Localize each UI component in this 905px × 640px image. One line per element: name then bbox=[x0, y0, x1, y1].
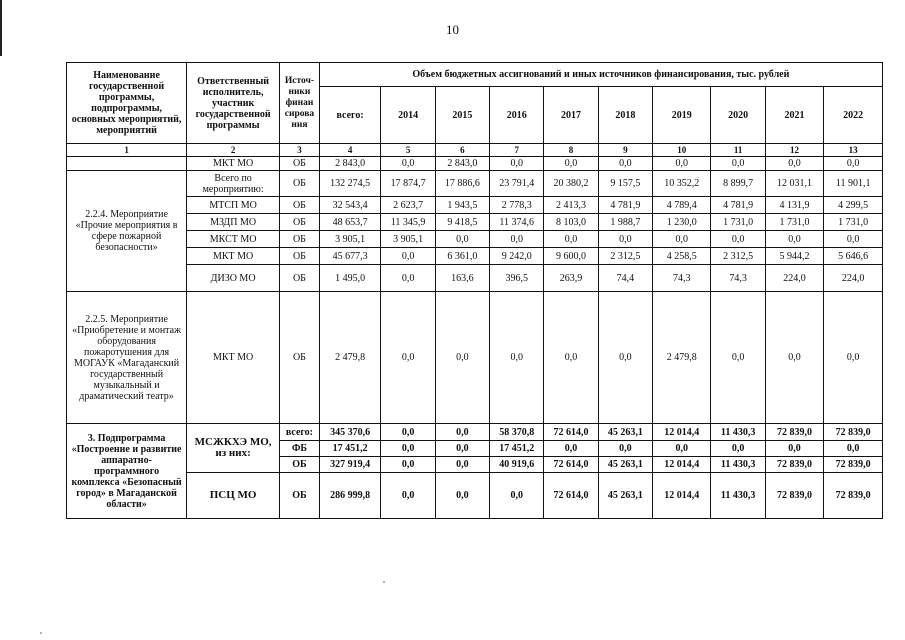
value-cell: 2 843,0 bbox=[435, 157, 489, 171]
value-cell: 4 131,9 bbox=[765, 197, 824, 214]
source-cell: ОБ bbox=[280, 231, 320, 248]
value-cell: 4 781,9 bbox=[598, 197, 652, 214]
value-cell: 0,0 bbox=[765, 231, 824, 248]
value-cell: 2 623,7 bbox=[381, 197, 435, 214]
table-row bbox=[67, 214, 883, 231]
value-cell: 132 274,5 bbox=[319, 171, 381, 197]
value-cell: 0,0 bbox=[435, 457, 489, 473]
header-source-col: Источ-ники финан сирова ния bbox=[280, 63, 320, 144]
measure-name-225: 2.2.5. Мероприятие «Приобретение и монтаж оборудования пожаротушения для МОГАУК «Магаданский государственный музыкальный и драматический театр» bbox=[67, 292, 187, 424]
value-cell: 0,0 bbox=[544, 292, 598, 424]
measure-name-224: 2.2.4. Мероприятие «Прочие мероприятия в сфере пожарной безопасности» bbox=[67, 171, 187, 292]
value-cell: 4 299,5 bbox=[824, 197, 883, 214]
header-year: 2015 bbox=[435, 87, 489, 144]
value-cell: 8 899,7 bbox=[711, 171, 765, 197]
value-cell: 17 451,2 bbox=[319, 441, 381, 457]
value-cell: 0,0 bbox=[598, 157, 652, 171]
executor-cell: МТСП МО bbox=[187, 197, 280, 214]
value-cell: 58 370,8 bbox=[490, 424, 544, 441]
value-cell: 32 543,4 bbox=[319, 197, 381, 214]
value-cell: 0,0 bbox=[544, 441, 598, 457]
value-cell: 327 919,4 bbox=[319, 457, 381, 473]
column-number: 7 bbox=[490, 144, 544, 157]
value-cell: 11 430,3 bbox=[711, 473, 765, 519]
value-cell: 0,0 bbox=[652, 231, 711, 248]
value-cell: 224,0 bbox=[824, 265, 883, 292]
value-cell: 1 230,0 bbox=[652, 214, 711, 231]
header-name-col: Наименование государственной программы, подпрограммы, основных мероприятий, мероприятий bbox=[67, 63, 187, 144]
table-row bbox=[67, 157, 883, 171]
header-volume-title: Объем бюджетных ассигнований и иных источников финансирования, тыс. рублей bbox=[319, 63, 882, 87]
column-number: 10 bbox=[652, 144, 711, 157]
value-cell: 2 778,3 bbox=[490, 197, 544, 214]
executor-cell: МКТ МО bbox=[187, 157, 280, 171]
value-cell: 0,0 bbox=[765, 292, 824, 424]
value-cell: 12 014,4 bbox=[652, 424, 711, 441]
column-number: 2 bbox=[187, 144, 280, 157]
value-cell: 17 451,2 bbox=[490, 441, 544, 457]
value-cell: 0,0 bbox=[435, 473, 489, 519]
header-year: 2018 bbox=[598, 87, 652, 144]
value-cell: 396,5 bbox=[490, 265, 544, 292]
source-cell: ОБ bbox=[280, 214, 320, 231]
value-cell: 2 479,8 bbox=[652, 292, 711, 424]
table-row bbox=[67, 265, 883, 292]
source-cell: ОБ bbox=[280, 171, 320, 197]
executor-cell: ПСЦ МО bbox=[187, 473, 280, 519]
value-cell: 286 999,8 bbox=[319, 473, 381, 519]
source-cell: ОБ bbox=[280, 265, 320, 292]
table-row bbox=[67, 171, 883, 197]
header-year: 2016 bbox=[490, 87, 544, 144]
table-row bbox=[67, 424, 883, 441]
source-cell: ОБ bbox=[280, 248, 320, 265]
value-cell: 0,0 bbox=[490, 473, 544, 519]
value-cell: 72 614,0 bbox=[544, 457, 598, 473]
value-cell: 2 479,8 bbox=[319, 292, 381, 424]
value-cell: 72 614,0 bbox=[544, 473, 598, 519]
value-cell: 3 905,1 bbox=[319, 231, 381, 248]
source-cell: всего: bbox=[280, 424, 320, 441]
value-cell: 0,0 bbox=[490, 231, 544, 248]
value-cell: 0,0 bbox=[435, 441, 489, 457]
value-cell: 0,0 bbox=[435, 424, 489, 441]
column-number: 5 bbox=[381, 144, 435, 157]
value-cell: 0,0 bbox=[381, 457, 435, 473]
value-cell: 72 839,0 bbox=[824, 473, 883, 519]
value-cell: 12 014,4 bbox=[652, 473, 711, 519]
value-cell: 74,3 bbox=[652, 265, 711, 292]
value-cell: 163,6 bbox=[435, 265, 489, 292]
value-cell: 0,0 bbox=[598, 292, 652, 424]
value-cell: 45 677,3 bbox=[319, 248, 381, 265]
value-cell: 11 374,6 bbox=[490, 214, 544, 231]
executor-cell: МКТ МО bbox=[187, 292, 280, 424]
value-cell: 0,0 bbox=[490, 292, 544, 424]
value-cell: 9 418,5 bbox=[435, 214, 489, 231]
value-cell: 5 944,2 bbox=[765, 248, 824, 265]
value-cell: 0,0 bbox=[544, 157, 598, 171]
source-cell: ОБ bbox=[280, 473, 320, 519]
executor-cell: МКТ МО bbox=[187, 248, 280, 265]
value-cell: 4 781,9 bbox=[711, 197, 765, 214]
value-cell: 23 791,4 bbox=[490, 171, 544, 197]
value-cell: 74,4 bbox=[598, 265, 652, 292]
value-cell: 0,0 bbox=[711, 292, 765, 424]
value-cell: 2 312,5 bbox=[711, 248, 765, 265]
value-cell: 11 345,9 bbox=[381, 214, 435, 231]
value-cell: 45 263,1 bbox=[598, 457, 652, 473]
column-number: 8 bbox=[544, 144, 598, 157]
source-cell: ОБ bbox=[280, 292, 320, 424]
value-cell: 0,0 bbox=[824, 231, 883, 248]
source-cell: ОБ bbox=[280, 197, 320, 214]
header-year: 2014 bbox=[381, 87, 435, 144]
source-cell: ОБ bbox=[280, 157, 320, 171]
table-row bbox=[67, 473, 883, 519]
value-cell: 0,0 bbox=[824, 441, 883, 457]
executor-group-cell: МСЖКХЭ МО, из них: bbox=[187, 424, 280, 473]
value-cell: 8 103,0 bbox=[544, 214, 598, 231]
value-cell: 48 653,7 bbox=[319, 214, 381, 231]
column-number: 9 bbox=[598, 144, 652, 157]
subprogram-3-name: 3. Подпрограмма «Построение и развитие аппаратно-программного комплекса «Безопасный город» в Магаданской области» bbox=[67, 424, 187, 519]
value-cell: 0,0 bbox=[652, 441, 711, 457]
name-cell-empty bbox=[67, 157, 187, 171]
column-number: 11 bbox=[711, 144, 765, 157]
value-cell: 0,0 bbox=[544, 231, 598, 248]
value-cell: 11 430,3 bbox=[711, 424, 765, 441]
column-number: 4 bbox=[319, 144, 381, 157]
value-cell: 45 263,1 bbox=[598, 424, 652, 441]
value-cell: 2 413,3 bbox=[544, 197, 598, 214]
value-cell: 0,0 bbox=[711, 231, 765, 248]
value-cell: 17 886,6 bbox=[435, 171, 489, 197]
value-cell: 6 361,0 bbox=[435, 248, 489, 265]
value-cell: 0,0 bbox=[824, 292, 883, 424]
header-total: всего: bbox=[319, 87, 381, 144]
value-cell: 0,0 bbox=[711, 441, 765, 457]
value-cell: 0,0 bbox=[652, 157, 711, 171]
value-cell: 0,0 bbox=[435, 231, 489, 248]
value-cell: 0,0 bbox=[435, 292, 489, 424]
column-number: 3 bbox=[280, 144, 320, 157]
value-cell: 11 430,3 bbox=[711, 457, 765, 473]
value-cell: 0,0 bbox=[490, 157, 544, 171]
value-cell: 45 263,1 bbox=[598, 473, 652, 519]
value-cell: 0,0 bbox=[381, 292, 435, 424]
value-cell: 12 014,4 bbox=[652, 457, 711, 473]
value-cell: 1 731,0 bbox=[711, 214, 765, 231]
column-number: 1 bbox=[67, 144, 187, 157]
value-cell: 72 839,0 bbox=[765, 457, 824, 473]
value-cell: 3 905,1 bbox=[381, 231, 435, 248]
value-cell: 2 312,5 bbox=[598, 248, 652, 265]
value-cell: 0,0 bbox=[598, 441, 652, 457]
value-cell: 72 839,0 bbox=[765, 473, 824, 519]
value-cell: 0,0 bbox=[598, 231, 652, 248]
header-year: 2019 bbox=[652, 87, 711, 144]
value-cell: 0,0 bbox=[711, 157, 765, 171]
header-year: 2020 bbox=[711, 87, 765, 144]
budget-table bbox=[66, 62, 883, 519]
value-cell: 0,0 bbox=[381, 248, 435, 265]
header-year: 2022 bbox=[824, 87, 883, 144]
value-cell: 2 843,0 bbox=[319, 157, 381, 171]
value-cell: 0,0 bbox=[765, 157, 824, 171]
value-cell: 0,0 bbox=[824, 157, 883, 171]
value-cell: 12 031,1 bbox=[765, 171, 824, 197]
value-cell: 74,3 bbox=[711, 265, 765, 292]
table-row bbox=[67, 292, 883, 424]
value-cell: 4 258,5 bbox=[652, 248, 711, 265]
value-cell: 9 242,0 bbox=[490, 248, 544, 265]
source-cell: ФБ bbox=[280, 441, 320, 457]
page-number: 10 bbox=[446, 22, 459, 37]
executor-cell: МКСТ МО bbox=[187, 231, 280, 248]
scan-speck bbox=[40, 632, 42, 634]
column-number: 6 bbox=[435, 144, 489, 157]
value-cell: 72 614,0 bbox=[544, 424, 598, 441]
value-cell: 17 874,7 bbox=[381, 171, 435, 197]
header-year: 2017 bbox=[544, 87, 598, 144]
value-cell: 1 731,0 bbox=[824, 214, 883, 231]
column-number-row bbox=[67, 144, 883, 157]
header-executor-col: Ответственный исполнитель, участник государственной программы bbox=[187, 63, 280, 144]
value-cell: 1 731,0 bbox=[765, 214, 824, 231]
table-row bbox=[67, 197, 883, 214]
executor-cell: Всего по мероприятию: bbox=[187, 171, 280, 197]
value-cell: 40 919,6 bbox=[490, 457, 544, 473]
value-cell: 345 370,6 bbox=[319, 424, 381, 441]
value-cell: 0,0 bbox=[381, 424, 435, 441]
source-cell: ОБ bbox=[280, 457, 320, 473]
value-cell: 0,0 bbox=[381, 441, 435, 457]
scan-speck bbox=[383, 581, 385, 583]
value-cell: 1 988,7 bbox=[598, 214, 652, 231]
value-cell: 5 646,6 bbox=[824, 248, 883, 265]
value-cell: 0,0 bbox=[381, 265, 435, 292]
table-row bbox=[67, 248, 883, 265]
value-cell: 263,9 bbox=[544, 265, 598, 292]
value-cell: 224,0 bbox=[765, 265, 824, 292]
executor-cell: ДИЗО МО bbox=[187, 265, 280, 292]
executor-cell: МЗДП МО bbox=[187, 214, 280, 231]
value-cell: 9 600,0 bbox=[544, 248, 598, 265]
value-cell: 72 839,0 bbox=[824, 457, 883, 473]
value-cell: 72 839,0 bbox=[765, 424, 824, 441]
value-cell: 0,0 bbox=[381, 157, 435, 171]
column-number: 13 bbox=[824, 144, 883, 157]
header-year: 2021 bbox=[765, 87, 824, 144]
value-cell: 1 495,0 bbox=[319, 265, 381, 292]
table-row bbox=[67, 231, 883, 248]
value-cell: 72 839,0 bbox=[824, 424, 883, 441]
value-cell: 11 901,1 bbox=[824, 171, 883, 197]
value-cell: 20 380,2 bbox=[544, 171, 598, 197]
value-cell: 9 157,5 bbox=[598, 171, 652, 197]
value-cell: 0,0 bbox=[381, 473, 435, 519]
value-cell: 1 943,5 bbox=[435, 197, 489, 214]
value-cell: 10 352,2 bbox=[652, 171, 711, 197]
value-cell: 4 789,4 bbox=[652, 197, 711, 214]
column-number: 12 bbox=[765, 144, 824, 157]
value-cell: 0,0 bbox=[765, 441, 824, 457]
